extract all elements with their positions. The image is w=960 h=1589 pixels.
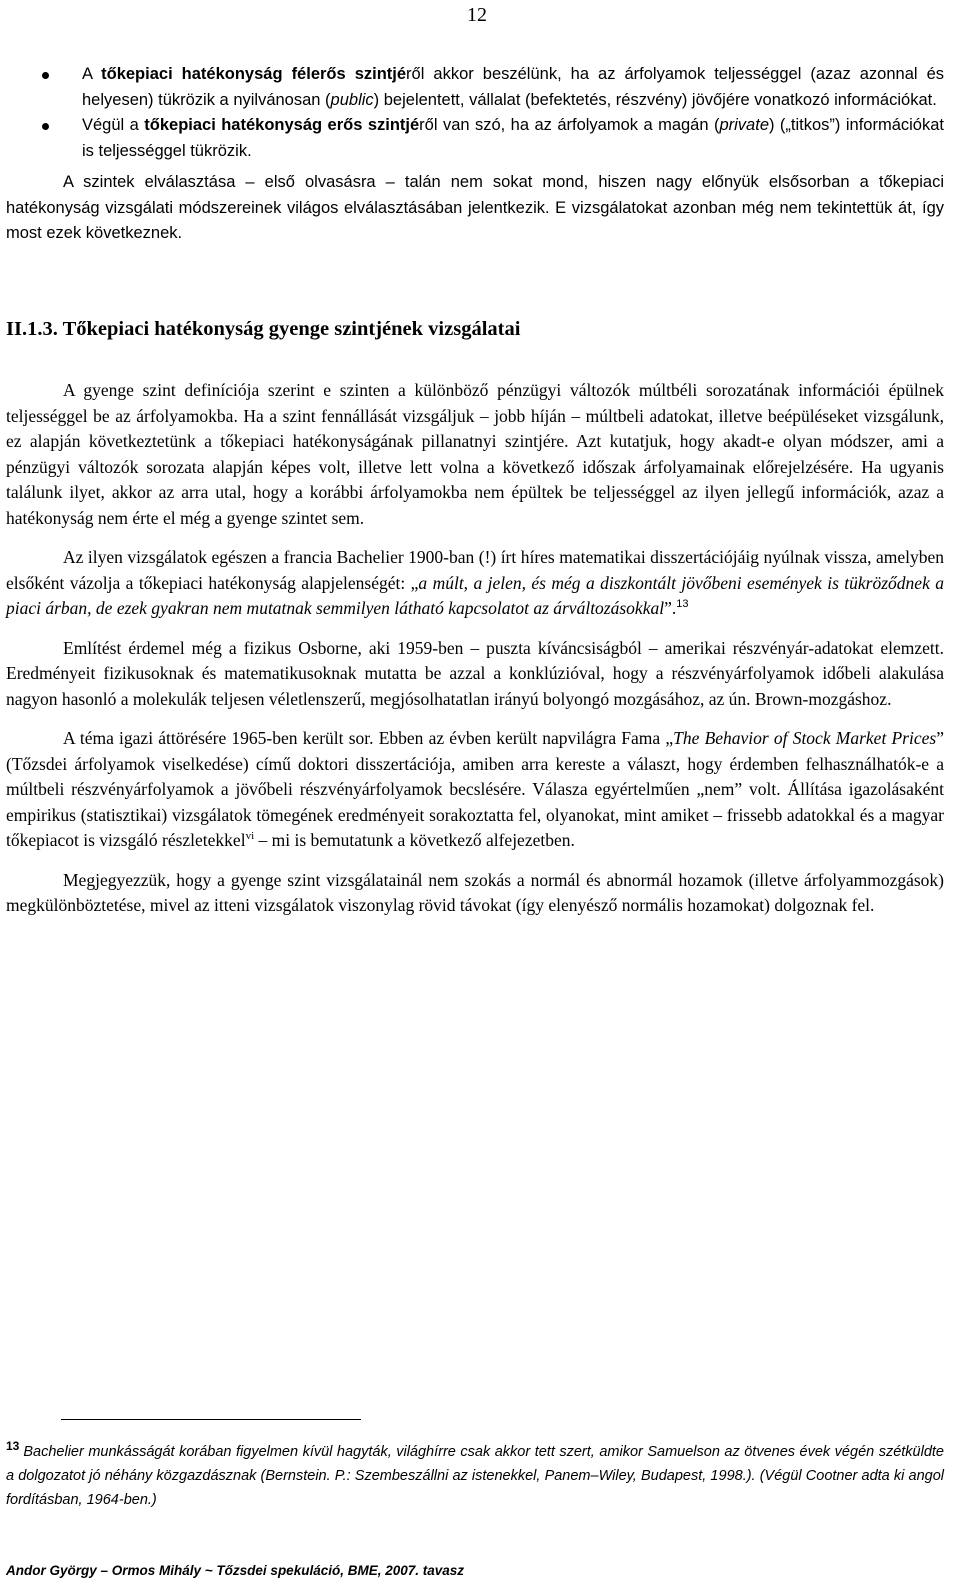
bold-text: tőkepiaci hatékonyság erős szintjé [144,116,420,134]
text-run: – mi is bemutatunk a következő alfejezetben. [254,830,575,850]
efficiency-levels-list [6,62,944,164]
text-run: Végül a [82,116,145,134]
footnote-mark: 13 [6,1439,20,1453]
page-content [6,62,944,919]
footnote-reference: 13 [676,598,689,611]
paragraph [6,868,944,919]
footnote-text: Bachelier munkásságát korában figyelmen kívül hagyták, világhírre csak akkor tett szert, amikor Samuelson az ötvenes évek végén szétküldte a dolgozatot jó néhány közgazdásznak (Bernstein. P.: Szembeszállni az istenekkel, Panem–Wiley, Budapest, 1998.). (Végül Cootner adta ki angol fordításban, 1964-ben.) [6,1443,944,1508]
text-run: A gyenge szint definíciója szerint e szinten a különböző pénzügyi változók múltbéli sorozatának információi épülnek teljességgel be az árfolyamokba. Ha a szint fennállását vizsgáljuk – jobb híján – múltbeli adatokat, illetve beépüléseket vizsgálunk, ez alapján következtetünk a tőkepiaci hatékonyságának pillanatnyi szintjére. Azt kutatjuk, hogy akadt-e olyan módszer, ami a pénzügyi változók sorozata alapján képes volt, illetve lett volna a következő időszak árfolyamainak előrejelzésére. Ha ugyanis találunk ilyet, akkor az arra utal, hogy a korábbi árfolyamokba nem épültek be teljességgel az ilyen jellegű információk, azaz a hatékonyság nem érte el még a gyenge szintet sem. [6,380,944,528]
bold-text: tőkepiaci hatékonyság félerős szintjé [101,65,407,83]
text-run: ” (Tőzsdei árfolyamok viselkedése) című doktori disszertációja, amiben arra kereste a választ, hogy érdemben felhasználhatók-e a múltbeli részvényárfolyamok a jövőbeli részvényárfolyamok becslésére. Válasza egyértelműen „nem” volt. Állítása igazolásaként empirikus (statisztikai) vizsgálatok tömegének eredményeit sorakoztatta fel, olyanokat, mint amiket – frissebb adatokkal és a magyar tőkepiacot is vizsgáló részletekkel [6,728,944,850]
text-run: Megjegyezzük, hogy a gyenge szint vizsgálatainál nem szokás a normál és abnormál hozamok (illetve árfolyammozgások) megkülönböztetése, mivel az itteni vizsgálatok viszonylag rövid távokat (így elenyésző normális hozamokat) dolgoznak fel. [6,869,944,915]
endnote-reference: vi [245,830,255,843]
text-run: ről van szó, ha az árfolyamok a magán ( [419,116,720,134]
page-number: 12 [467,4,487,26]
text-run: Említést érdemel még a fizikus Osborne, aki 1959-ben – puszta kíváncsiságból – amerikai részvényár-adatokat elemzett. Eredményeit fizikusoknak és matematikusoknak mutatta be azzal a konklúzióval, hogy a részvényárfolyamok időbeli alakulása nagyon hasonló a molekulák teljesen véletlenszerű, megjósolhatatlan irányú bolyongó mozgásához, az ún. Brown-mozgáshoz. [6,637,944,709]
list-item-text [82,65,944,109]
page-footer: Andor György – Ormos Mihály ~ Tőzsdei spekuláció, BME, 2007. tavasz [6,1563,465,1578]
text-run: Az ilyen vizsgálatok egészen a francia Bachelier 1900-ban (!) írt híres matematikai disszertációjáig nyúlnak vissza, amelyben elsőként vázolja a tőkepiaci hatékonyság alapjelenségét: „ [6,547,944,593]
text-run: A téma igazi áttörésére 1965-ben került sor. Ebben az évben került napvilágra Fama „ [63,728,674,748]
list-item [6,113,944,164]
text-run: ) bejelentett, vállalat (befektetés, részvény) jövőjére vonatkozó információkat. [373,90,937,109]
paragraph [6,636,944,713]
intro-paragraph: A szintek elválasztása – első olvasásra – talán nem sokat mond, hiszen nagy előnyük elsősorban a tőkepiaci hatékonyság vizsgálati módszereinek világos elválasztásában jelentkezik. E vizsgálatokat azonban még nem tekintettük át, így most ezek következnek. [6,173,944,242]
text-run: A [82,65,102,83]
text-run: ”. [664,598,677,618]
text-run: ) („titkos”) információkat is teljességgel tükrözik. [82,116,944,160]
text-run: ről akkor beszélünk, ha az árfolyamok teljességgel (azaz azonnal és helyesen) tükrözik a nyilvánosan ( [82,65,944,109]
body-text [6,378,944,919]
italic-text: The Behavior of Stock Market Prices [673,728,937,748]
paragraph [6,726,944,854]
italic-text: a múlt, a jelen, és még a diszkontált jövőbeni események is tükröződnek a piaci árban, de ezek gyakran nem mutatnak semmilyen látható kapcsolatot az árváltozásokkal [6,572,944,618]
bullet-icon [42,123,49,130]
paragraph [6,378,944,531]
footnote [6,1434,944,1512]
italic-text: private [719,116,769,134]
italic-text: public [330,90,374,109]
paragraph [6,545,944,622]
footnote-separator [61,1419,361,1420]
list-item-text [82,116,944,160]
list-item [6,62,944,113]
section-heading: II.1.3. Tőkepiaci hatékonyság gyenge szintjének vizsgálatai [6,317,521,340]
bullet-icon [42,72,49,79]
